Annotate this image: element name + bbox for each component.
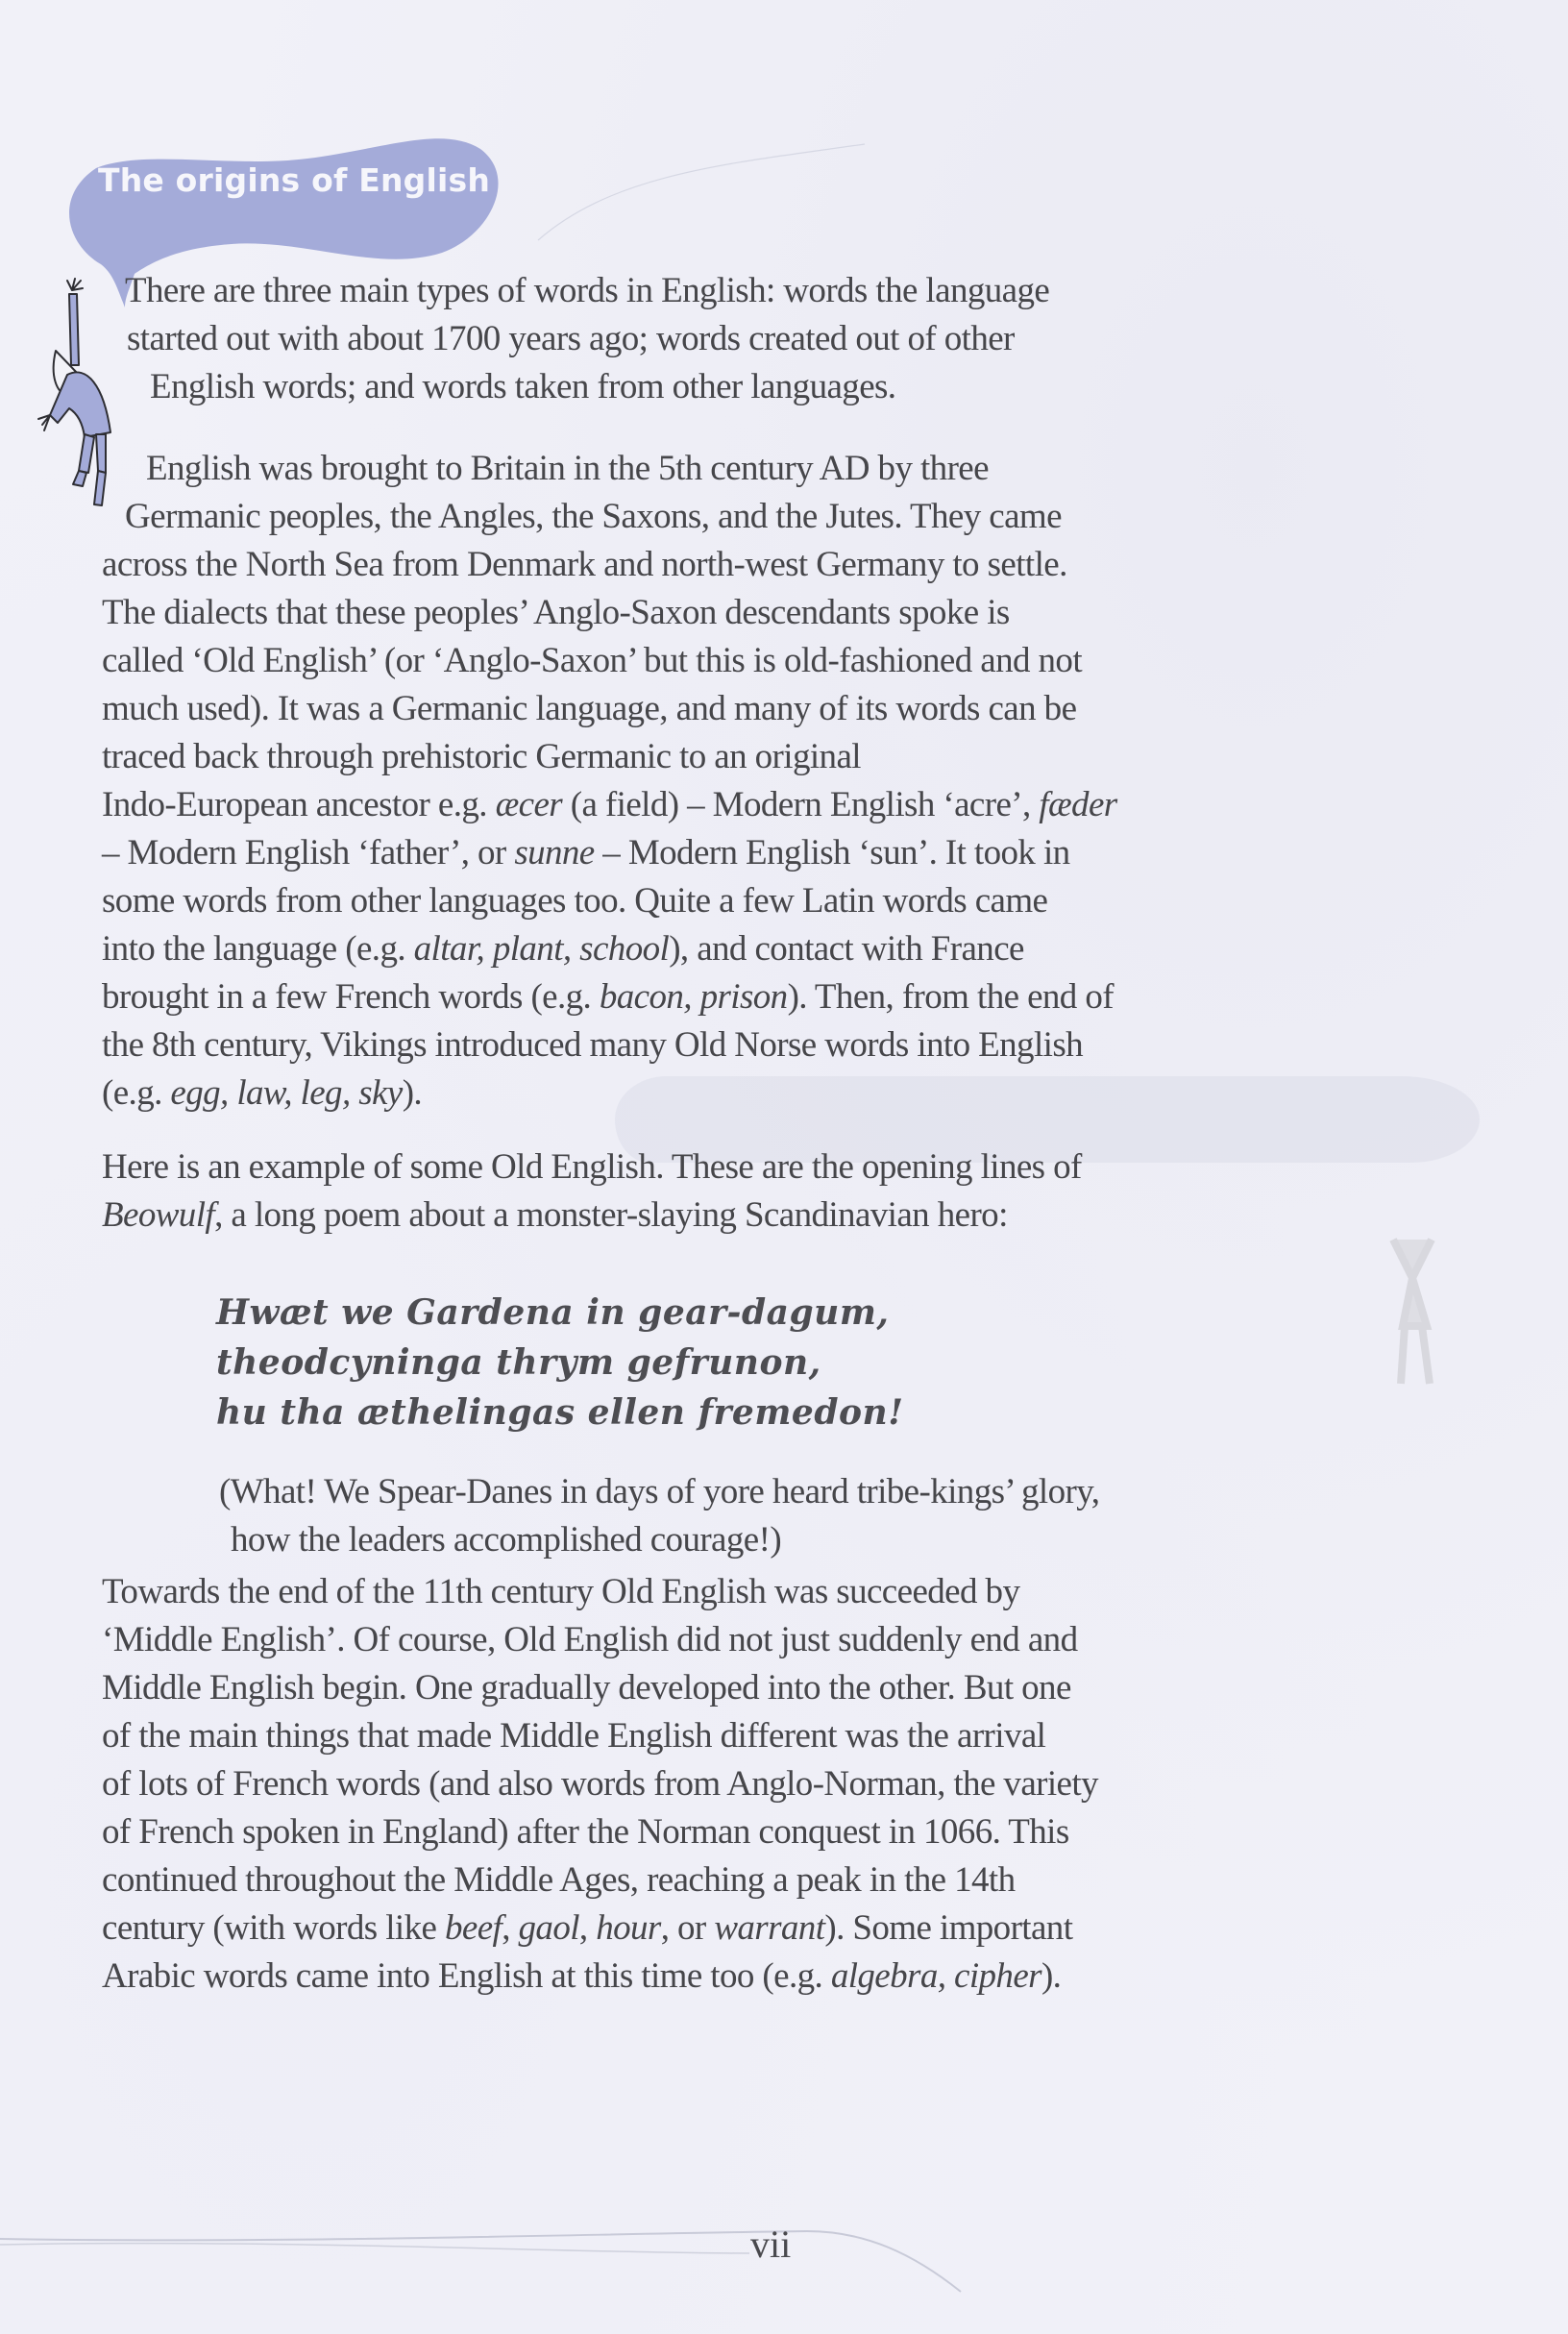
text-line: traced back through prehistoric Germanic to an original	[102, 737, 861, 776]
middle-english-paragraph	[102, 1568, 1098, 2001]
text-segment: into the language (e.g.	[102, 929, 414, 969]
text-segment: brought in a few French words (e.g.	[102, 977, 600, 1017]
poem-title: Beowulf	[102, 1195, 215, 1235]
text-segment: ).	[402, 1073, 423, 1113]
bleed-through-figure-icon	[1374, 1230, 1460, 1393]
old-english-word: sunne	[514, 833, 595, 872]
text-line: started out with about 1700 years ago; words created out of other	[127, 319, 1015, 358]
section-title: The origins of English	[98, 161, 491, 199]
text-line	[102, 829, 1117, 877]
text-segment: ).	[1041, 1956, 1062, 1996]
french-word: hour	[596, 1908, 661, 1948]
text-line: (What! We Spear-Danes in days of yore heard tribe-kings’ glory,	[219, 1472, 1100, 1511]
text-line: ‘Middle English’. Of course, Old English did not just suddenly end and	[102, 1620, 1078, 1659]
heading-speech-bubble	[58, 130, 519, 274]
french-word: beef	[444, 1908, 502, 1948]
norse-words: egg, law, leg, sky	[170, 1073, 403, 1113]
french-word: gaol	[518, 1908, 579, 1948]
text-segment: Indo-European ancestor e.g.	[102, 785, 496, 824]
text-line: called ‘Old English’ (or ‘Anglo-Saxon’ but this is old-fashioned and not	[102, 641, 1083, 680]
text-segment: (e.g.	[102, 1073, 171, 1113]
text-line: The dialects that these peoples’ Anglo-Saxon descendants spoke is	[102, 593, 1010, 632]
text-line: much used). It was a Germanic language, and many of its words can be	[102, 689, 1077, 728]
text-line: Towards the end of the 11th century Old English was succeeded by	[102, 1572, 1020, 1611]
text-segment: ). Some important	[824, 1908, 1073, 1948]
text-line: English words; and words taken from other languages.	[150, 367, 896, 406]
text-line	[102, 1069, 1117, 1118]
text-line: across the North Sea from Denmark and north-west Germany to settle.	[102, 545, 1067, 584]
old-english-paragraph	[102, 445, 1117, 1118]
text-segment: – Modern English ‘sun’. It took in	[594, 833, 1070, 872]
text-line: the 8th century, Vikings introduced many Old Norse words into English	[102, 1025, 1084, 1065]
text-line	[102, 1904, 1098, 1953]
text-segment: Arabic words came into English at this time too (e.g.	[102, 1956, 831, 1996]
text-line: English was brought to Britain in the 5th century AD by three	[146, 449, 989, 488]
beowulf-verse	[216, 1288, 904, 1437]
text-line: Middle English begin. One gradually developed into the other. But one	[102, 1668, 1071, 1708]
text-line	[102, 1192, 1082, 1240]
text-line	[102, 1953, 1098, 2001]
old-english-word: æcer	[495, 785, 563, 824]
text-segment: (a field) – Modern English ‘acre’,	[562, 785, 1040, 824]
verse-translation	[219, 1468, 1099, 1564]
text-segment: ,	[502, 1908, 519, 1948]
arabic-words: algebra, cipher	[830, 1956, 1041, 1996]
verse-line: Hwæt we Gardena in gear-dagum,	[216, 1292, 890, 1333]
text-line	[102, 781, 1117, 829]
french-words: bacon, prison	[599, 977, 788, 1017]
text-line: Germanic peoples, the Angles, the Saxons, and the Jutes. They came	[125, 497, 1062, 536]
text-segment: ,	[578, 1908, 597, 1948]
text-line	[102, 973, 1117, 1021]
text-line: some words from other languages too. Quite a few Latin words came	[102, 881, 1048, 921]
text-line: of lots of French words (and also words from Anglo-Norman, the variety	[102, 1764, 1098, 1804]
text-segment: ). Then, from the end of	[787, 977, 1114, 1017]
text-line: of the main things that made Middle English different was the arrival	[102, 1716, 1046, 1756]
latin-words: altar, plant, school	[413, 929, 670, 969]
beowulf-intro-paragraph	[102, 1143, 1082, 1240]
verse-line: hu tha æthelingas ellen fremedon!	[216, 1392, 904, 1433]
text-segment: , a long poem about a monster-slaying Scandinavian hero:	[214, 1195, 1008, 1235]
text-segment: century (with words like	[102, 1908, 445, 1948]
french-word: warrant	[714, 1908, 825, 1948]
verse-line: theodcyninga thrym gefrunon,	[216, 1342, 821, 1383]
text-line: Here is an example of some Old English. These are the opening lines of	[102, 1147, 1082, 1187]
text-segment: – Modern English ‘father’, or	[102, 833, 515, 872]
text-line: of French spoken in England) after the Norman conquest in 1066. This	[102, 1812, 1069, 1852]
text-line: There are three main types of words in English: words the language	[125, 271, 1050, 310]
text-segment: ), and contact with France	[669, 929, 1024, 969]
old-english-word: fæder	[1039, 785, 1117, 824]
text-line: continued throughout the Middle Ages, reaching a peak in the 14th	[102, 1860, 1016, 1900]
text-segment: , or	[660, 1908, 715, 1948]
page-number: vii	[750, 2223, 792, 2266]
text-line	[102, 925, 1117, 973]
intro-paragraph	[125, 267, 1049, 411]
text-line: how the leaders accomplished courage!)	[231, 1520, 782, 1560]
